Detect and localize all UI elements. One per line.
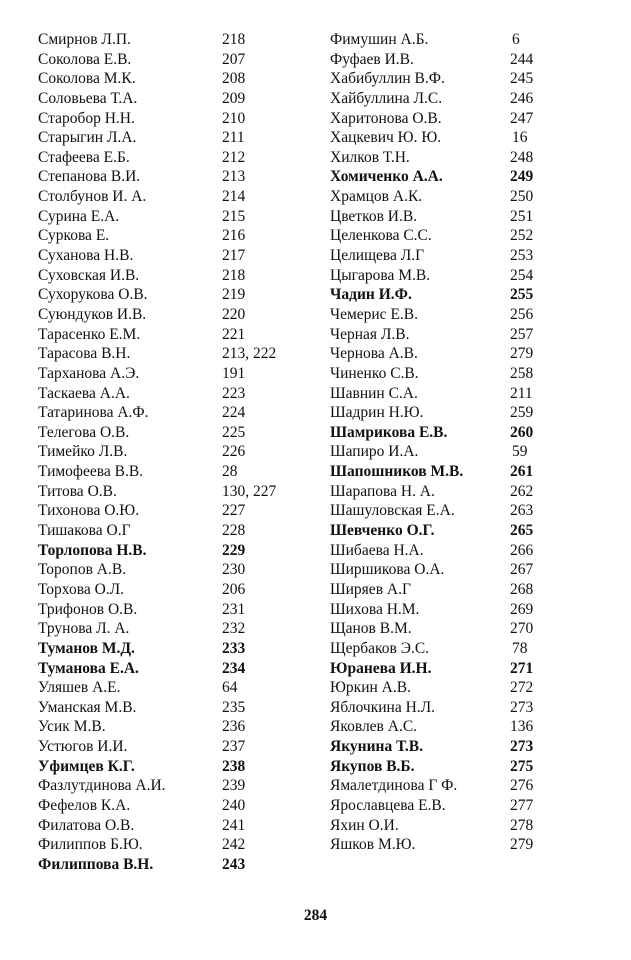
author-name: Щанов В.М. [330, 620, 412, 638]
author-name: Старобор Н.Н. [38, 109, 135, 127]
page-reference: 211 [222, 129, 245, 147]
author-name: Шибаева Н.А. [330, 541, 424, 559]
index-entry [38, 305, 288, 325]
page-reference: 219 [222, 286, 246, 304]
index-entry [330, 442, 570, 462]
page-reference: 228 [222, 522, 246, 540]
author-name: Шапиро И.А. [330, 443, 419, 461]
author-name: Телегова О.В. [38, 423, 130, 441]
page-reference: 136 [510, 718, 534, 736]
author-name: Тарасова В.Н. [38, 345, 131, 363]
page-reference: 218 [222, 31, 246, 48]
page-reference: 246 [510, 89, 534, 107]
index-entry [38, 246, 288, 266]
index-entry [38, 148, 288, 168]
page-reference: 233 [222, 639, 246, 657]
author-name: Столбунов И. А. [38, 188, 147, 206]
page-reference: 265 [510, 522, 534, 540]
page-reference: 223 [222, 384, 246, 402]
index-entry [38, 69, 288, 89]
index-entry [330, 187, 570, 207]
author-name: Якупов В.Б. [330, 757, 415, 775]
index-entry [330, 89, 570, 109]
author-name: Суховская И.В. [38, 266, 140, 284]
index-entry [330, 325, 570, 345]
author-name: Шашуловская Е.А. [330, 502, 455, 520]
author-name: Тихонова О.Ю. [38, 502, 140, 520]
page-reference: 250 [510, 188, 534, 206]
index-entry [330, 737, 570, 757]
index-entry [38, 717, 288, 737]
page-reference: 210 [222, 109, 246, 127]
page-reference: 270 [510, 620, 534, 638]
page-number: 284 [303, 907, 328, 924]
author-name: Трунова Л. А. [38, 620, 130, 638]
author-name: Целенкова С.С. [330, 227, 432, 245]
page-reference: 249 [510, 168, 534, 186]
page-reference: 253 [510, 247, 534, 265]
index-entry [330, 364, 570, 384]
author-name: Шарапова Н. А. [330, 482, 435, 500]
page-reference: 191 [222, 364, 246, 382]
page-reference: 221 [222, 325, 246, 343]
page-reference: 278 [510, 816, 534, 834]
index-entry [330, 816, 570, 836]
author-name: Юркин А.В. [330, 679, 411, 697]
author-name: Соколова М.К. [38, 70, 136, 88]
index-entry [38, 266, 288, 286]
page-reference: 218 [222, 266, 246, 284]
index-entry [330, 835, 570, 855]
author-name: Торхова О.Л. [38, 580, 125, 598]
author-name: Татаринова А.Ф. [38, 404, 149, 422]
index-entry [330, 69, 570, 89]
index-entry [38, 364, 288, 384]
page-reference: 220 [222, 305, 246, 323]
index-entry [330, 30, 570, 50]
page-reference: 28 [222, 463, 238, 481]
page-reference: 227 [222, 502, 246, 520]
index-entry [38, 698, 288, 718]
index-entry [38, 678, 288, 698]
index-entry [330, 148, 570, 168]
index-entry [38, 30, 288, 50]
page-reference: 271 [510, 659, 534, 677]
author-name: Фазлутдинова А.И. [38, 777, 166, 795]
page-reference: 212 [222, 148, 246, 166]
author-name: Степанова В.И. [38, 168, 141, 186]
page-reference: 273 [510, 738, 534, 756]
page-reference: 240 [222, 796, 246, 814]
author-name: Харитонова О.В. [330, 109, 442, 127]
author-name: Фефелов К.А. [38, 796, 131, 814]
page-reference: 251 [510, 207, 534, 225]
index-entry [38, 207, 288, 227]
page-reference: 272 [510, 679, 534, 697]
index-entry [38, 541, 288, 561]
page-reference: 225 [222, 423, 246, 441]
index-entry [38, 776, 288, 796]
index-entry [330, 128, 570, 148]
index-column-right [330, 30, 570, 855]
index-entry [330, 423, 570, 443]
page-reference: 211 [510, 384, 533, 402]
index-entry [330, 246, 570, 266]
author-name: Суюндуков И.В. [38, 305, 147, 323]
page-reference: 273 [510, 698, 534, 716]
page-reference: 266 [510, 541, 534, 559]
index-entry [330, 403, 570, 423]
index-entry [38, 580, 288, 600]
index-entry [38, 384, 288, 404]
index-entry [330, 619, 570, 639]
author-name: Чемерис Е.В. [330, 305, 418, 323]
page-reference: 16 [512, 129, 528, 147]
page-reference: 232 [222, 620, 246, 638]
page-reference: 243 [222, 855, 246, 873]
page-reference: 244 [510, 50, 534, 68]
index-entry [330, 600, 570, 620]
index-entry [330, 678, 570, 698]
author-name: Сурина Е.А. [38, 207, 120, 225]
author-name: Тишакова О.Г [38, 522, 131, 540]
index-entry [330, 698, 570, 718]
page-reference: 78 [512, 639, 528, 657]
page-reference: 256 [510, 305, 534, 323]
author-name: Туманова Е.А. [38, 659, 139, 677]
page-reference: 236 [222, 718, 246, 736]
index-entry [38, 639, 288, 659]
page-reference: 259 [510, 404, 534, 422]
page-reference: 206 [222, 580, 246, 598]
author-name: Тарханова А.Э. [38, 364, 140, 382]
page-reference: 130, 227 [222, 482, 277, 500]
page-reference: 213 [222, 168, 246, 186]
page-reference: 276 [510, 777, 534, 795]
page-reference: 254 [510, 266, 534, 284]
page-reference: 231 [222, 600, 246, 618]
author-name: Шевченко О.Г. [330, 522, 435, 540]
author-name: Сухорукова О.В. [38, 286, 148, 304]
index-entry [330, 659, 570, 679]
author-name: Чадин И.Ф. [330, 286, 412, 304]
author-name: Яковлев А.С. [330, 718, 418, 736]
index-entry [38, 521, 288, 541]
page-reference: 237 [222, 738, 246, 756]
page-reference: 268 [510, 580, 534, 598]
author-name: Трифонов О.В. [38, 600, 138, 618]
author-name: Филиппова В.Н. [38, 855, 154, 873]
author-name: Филиппов Б.Ю. [38, 836, 143, 854]
page-reference: 6 [512, 31, 520, 48]
author-name: Уфимцев К.Г. [38, 757, 135, 775]
index-entry [38, 403, 288, 423]
index-entry [38, 325, 288, 345]
index-entry [38, 501, 288, 521]
index-entry [38, 816, 288, 836]
index-entry [38, 109, 288, 129]
page-reference: 262 [510, 482, 534, 500]
index-entry [38, 89, 288, 109]
index-entry [38, 226, 288, 246]
author-name: Шихова Н.М. [330, 600, 420, 618]
author-name: Фимушин А.Б. [330, 31, 429, 48]
page-reference: 215 [222, 207, 246, 225]
index-entry [330, 501, 570, 521]
index-entry [38, 50, 288, 70]
page-reference: 255 [510, 286, 534, 304]
index-entry [38, 619, 288, 639]
page-reference: 207 [222, 50, 246, 68]
page-reference: 247 [510, 109, 534, 127]
page-reference: 275 [510, 757, 534, 775]
author-name: Чиненко С.В. [330, 364, 419, 382]
author-name: Суханова Н.В. [38, 247, 134, 265]
author-name: Уляшев А.Е. [38, 679, 121, 697]
page-reference: 258 [510, 364, 534, 382]
author-name: Чернова А.В. [330, 345, 418, 363]
page-reference: 248 [510, 148, 534, 166]
page-reference: 267 [510, 561, 534, 579]
author-name: Хацкевич Ю. Ю. [330, 129, 442, 147]
index-entry [330, 717, 570, 737]
page-reference: 260 [510, 423, 534, 441]
index-entry [330, 305, 570, 325]
author-name: Фуфаев И.В. [330, 50, 414, 68]
index-entry [330, 462, 570, 482]
page-reference: 263 [510, 502, 534, 520]
index-entry [330, 776, 570, 796]
page-reference: 252 [510, 227, 534, 245]
index-entry [330, 521, 570, 541]
page-reference: 216 [222, 227, 246, 245]
index-entry [330, 167, 570, 187]
author-name: Щербаков Э.С. [330, 639, 430, 657]
page-reference: 234 [222, 659, 246, 677]
page-reference: 279 [510, 836, 534, 854]
page-reference: 239 [222, 777, 246, 795]
author-name: Торопов А.В. [38, 561, 127, 579]
page-reference: 217 [222, 247, 246, 265]
page-reference: 209 [222, 89, 246, 107]
author-name: Юранева И.Н. [330, 659, 432, 677]
page-reference: 64 [222, 679, 238, 697]
page-reference: 224 [222, 404, 246, 422]
author-name: Хайбуллина Л.С. [330, 89, 443, 107]
author-name: Ширшикова О.А. [330, 561, 445, 579]
index-entry [38, 344, 288, 364]
index-entry [38, 737, 288, 757]
author-name: Яхин О.И. [330, 816, 399, 834]
page-reference: 214 [222, 188, 246, 206]
author-name: Суркова Е. [38, 227, 110, 245]
page-reference: 261 [510, 463, 534, 481]
author-name: Старыгин Л.А. [38, 129, 137, 147]
author-name: Шапошников М.В. [330, 463, 464, 481]
author-name: Хомиченко А.А. [330, 168, 443, 186]
author-name: Хилков Т.Н. [330, 148, 410, 166]
index-entry [38, 462, 288, 482]
author-name: Соколова Е.В. [38, 50, 132, 68]
page-reference: 277 [510, 796, 534, 814]
author-name: Тимейко Л.В. [38, 443, 128, 461]
index-entry [38, 285, 288, 305]
index-column-left [38, 30, 288, 875]
index-entry [38, 757, 288, 777]
author-name: Шадрин Н.Ю. [330, 404, 424, 422]
page-reference: 279 [510, 345, 534, 363]
author-name: Торлопова Н.В. [38, 541, 147, 559]
page-reference: 208 [222, 70, 246, 88]
author-name: Устюгов И.И. [38, 738, 128, 756]
index-entry [330, 285, 570, 305]
index-entry [330, 226, 570, 246]
index-entry [330, 580, 570, 600]
index-entry [330, 344, 570, 364]
author-name: Филатова О.В. [38, 816, 135, 834]
index-entry [330, 266, 570, 286]
index-entry [38, 855, 288, 875]
page-reference: 242 [222, 836, 246, 854]
index-entry [38, 796, 288, 816]
page-reference: 213, 222 [222, 345, 277, 363]
index-entry [330, 560, 570, 580]
page-reference: 245 [510, 70, 534, 88]
page-reference: 229 [222, 541, 246, 559]
index-entry [38, 659, 288, 679]
index-entry [330, 109, 570, 129]
author-name: Черная Л.В. [330, 325, 410, 343]
index-entry [38, 442, 288, 462]
author-name: Ямалетдинова Г Ф. [330, 777, 458, 795]
page-reference: 226 [222, 443, 246, 461]
author-name: Шавнин С.А. [330, 384, 418, 402]
author-name: Тимофеева В.В. [38, 463, 144, 481]
index-entry [38, 600, 288, 620]
author-name: Шамрикова Е.В. [330, 423, 448, 441]
author-name: Тарасенко Е.М. [38, 325, 141, 343]
index-entry [38, 167, 288, 187]
author-name: Ярославцева Е.В. [330, 796, 446, 814]
author-name: Цыгарова М.В. [330, 266, 431, 284]
author-name: Ширяев А.Г [330, 580, 411, 598]
page-reference: 257 [510, 325, 534, 343]
author-name: Смирнов Л.П. [38, 31, 131, 48]
index-entry [38, 482, 288, 502]
author-name: Титова О.В. [38, 482, 117, 500]
index-entry [38, 423, 288, 443]
author-name: Хабибуллин В.Ф. [330, 70, 445, 88]
page-reference: 238 [222, 757, 246, 775]
index-entry [330, 50, 570, 70]
author-name: Усик М.В. [38, 718, 106, 736]
index-entry [38, 560, 288, 580]
page-reference: 269 [510, 600, 534, 618]
index-entry [38, 187, 288, 207]
author-name: Туманов М.Д. [38, 639, 135, 657]
author-name: Яшков М.Ю. [330, 836, 416, 854]
index-entry [38, 835, 288, 855]
page-reference: 235 [222, 698, 246, 716]
author-name: Соловьева Т.А. [38, 89, 138, 107]
author-name: Цветков И.В. [330, 207, 418, 225]
index-entry [330, 757, 570, 777]
page-reference: 230 [222, 561, 246, 579]
author-name: Таскаева А.А. [38, 384, 130, 402]
index-entry [330, 796, 570, 816]
index-entry [330, 639, 570, 659]
author-name: Уманская М.В. [38, 698, 137, 716]
author-name: Стафеева Е.Б. [38, 148, 130, 166]
author-name: Якунина Т.В. [330, 738, 423, 756]
page-reference: 59 [512, 443, 528, 461]
author-name: Целищева Л.Г [330, 247, 425, 265]
author-name: Яблочкина Н.Л. [330, 698, 436, 716]
index-entry [330, 541, 570, 561]
author-name: Храмцов А.К. [330, 188, 423, 206]
index-entry [330, 207, 570, 227]
index-entry [38, 128, 288, 148]
index-entry [330, 482, 570, 502]
index-entry [330, 384, 570, 404]
page-reference: 241 [222, 816, 246, 834]
